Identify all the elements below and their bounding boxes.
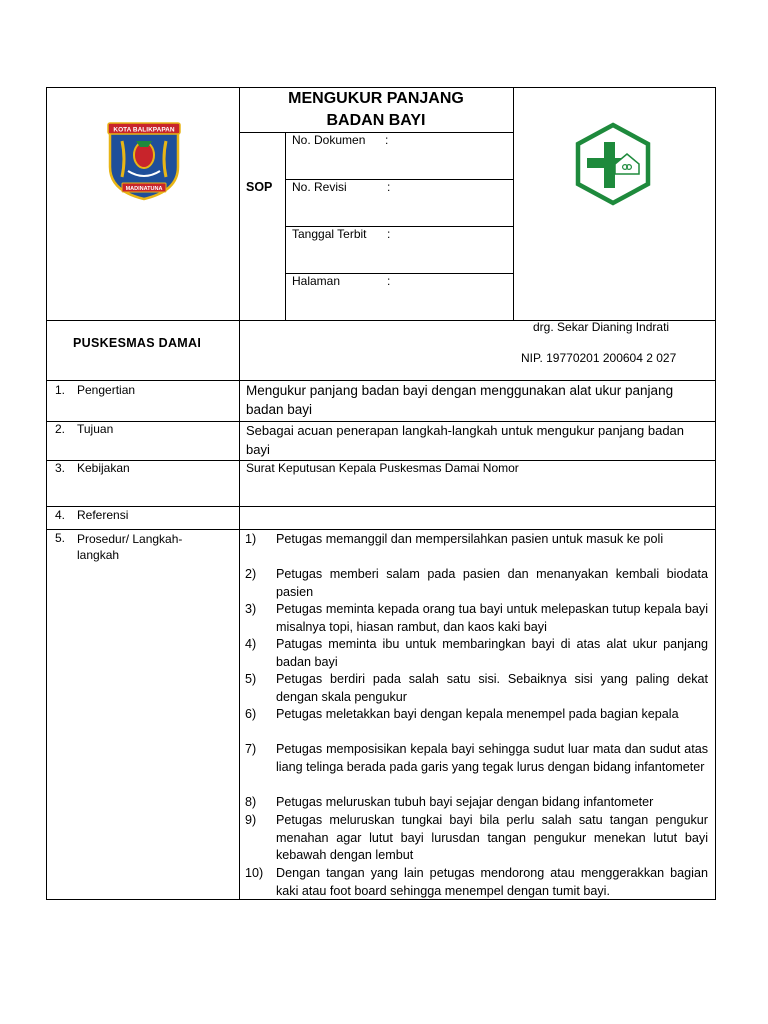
title-divider	[239, 132, 513, 133]
step-text: Patugas meminta ibu untuk membaringkan bayi di atas alat ukur panjang badan bayi	[276, 637, 708, 669]
step-text: Petugas meminta kepada orang tua bayi untuk melepaskan tutup kepala bayi misalnya topi, hiasan rambut, dan kaos kaki bayi	[276, 602, 708, 634]
sop-label: SOP	[246, 180, 273, 194]
org-name: PUSKESMAS DAMAI	[73, 336, 202, 350]
section-number: 2.	[55, 422, 66, 436]
procedure-step	[245, 865, 708, 900]
procedure-step	[245, 812, 708, 865]
signer-nip: NIP. 19770201 200604 2 027	[521, 351, 677, 365]
step-number: 2)	[245, 567, 257, 581]
section-number: 1.	[55, 383, 66, 397]
step-number: 5)	[245, 672, 257, 686]
section-label-tujuan: Tujuan	[77, 422, 114, 436]
procedure-step	[245, 636, 708, 671]
meta-label-no-dokumen: No. Dokumen	[292, 133, 366, 147]
step-text: Petugas memberi salam pada pasien dan menanyakan kembali biodata pasien	[276, 567, 708, 599]
step-number: 3)	[245, 602, 257, 616]
section-label-pengertian: Pengertian	[77, 383, 136, 397]
meta-sep: :	[387, 227, 391, 241]
svg-text:MADINATUNA: MADINATUNA	[125, 186, 163, 192]
step-number: 9)	[245, 813, 257, 827]
signer-name: drg. Sekar Dianing Indrati	[533, 320, 670, 334]
row-divider-5	[46, 529, 716, 530]
section-content-tujuan: Sebagai acuan penerapan langkah-langkah untuk mengukur panjang badan bayi	[246, 423, 685, 457]
kota-balikpapan-crest-icon	[104, 119, 184, 201]
meta-sep: :	[387, 274, 391, 288]
procedure-step	[245, 566, 708, 601]
section-label-referensi: Referensi	[77, 508, 129, 522]
step-text: Petugas memposisikan kepala bayi sehingga sudut luar mata dan sudut atas liang telinga berada pada garis yang tegak lurus dengan bidang infantometer	[276, 742, 708, 774]
title-line-1: MENGUKUR PANJANG	[288, 90, 464, 107]
step-text: Petugas memanggil dan mempersilahkan pasien untuk masuk ke poli	[276, 532, 664, 546]
procedure-step	[245, 601, 708, 636]
page-title	[239, 88, 513, 132]
section-label-prosedur: Prosedur/ Langkah-langkah	[77, 532, 183, 562]
section-content-pengertian: Mengukur panjang badan bayi dengan menggunakan alat ukur panjang badan bayi	[246, 383, 674, 417]
procedure-step	[245, 531, 708, 566]
meta-sep: :	[387, 180, 391, 194]
step-text: Petugas meluruskan tubuh bayi sejajar dengan bidang infantometer	[276, 795, 654, 809]
section-number: 3.	[55, 461, 66, 475]
row-divider-4	[46, 506, 716, 507]
step-text: Petugas berdiri pada salah satu sisi. Sebaiknya sisi yang paling dekat dengan skala pengukur	[276, 672, 708, 704]
meta-label-no-revisi: No. Revisi	[292, 180, 347, 194]
step-text: Petugas meletakkan bayi dengan kepala menempel pada bagian kepala	[276, 707, 679, 721]
step-text: Petugas meluruskan tungkai bayi bila perlu salah satu tangan pengukur menahan agar lutut bayi lurusdan tangan pengukur menekan lutut bayi kebawah dengan lembut	[276, 813, 708, 862]
title-line-2: BADAN BAYI	[326, 112, 426, 129]
meta-sep: :	[385, 133, 389, 147]
section-content-kebijakan: Surat Keputusan Kepala Puskesmas Damai Nomor	[246, 461, 519, 475]
meta-label-tanggal-terbit: Tanggal Terbit	[292, 227, 367, 241]
procedure-step	[245, 741, 708, 794]
column-divider	[239, 87, 240, 900]
border-left	[46, 87, 47, 900]
procedure-step	[245, 794, 708, 812]
puskesmas-logo-icon	[571, 122, 655, 206]
step-number: 4)	[245, 637, 257, 651]
step-text: Dengan tangan yang lain petugas mendorong atau menggerakkan bagian kaki atau foot board sehingga menempel dengan tumit bayi.	[276, 866, 708, 898]
svg-text:KOTA BALIKPAPAN: KOTA BALIKPAPAN	[113, 126, 175, 134]
step-number: 6)	[245, 707, 257, 721]
step-number: 1)	[245, 532, 257, 546]
section-number: 5.	[55, 531, 66, 545]
section-number: 4.	[55, 508, 66, 522]
step-number: 8)	[245, 795, 257, 809]
procedure-step	[245, 671, 708, 706]
logo-right-divider	[513, 87, 514, 320]
meta-label-halaman: Halaman	[292, 274, 341, 288]
border-right	[715, 87, 716, 900]
section-label-kebijakan: Kebijakan	[77, 461, 130, 475]
procedure-step	[245, 706, 708, 741]
step-number: 7)	[245, 742, 257, 756]
step-number: 10)	[245, 866, 264, 880]
